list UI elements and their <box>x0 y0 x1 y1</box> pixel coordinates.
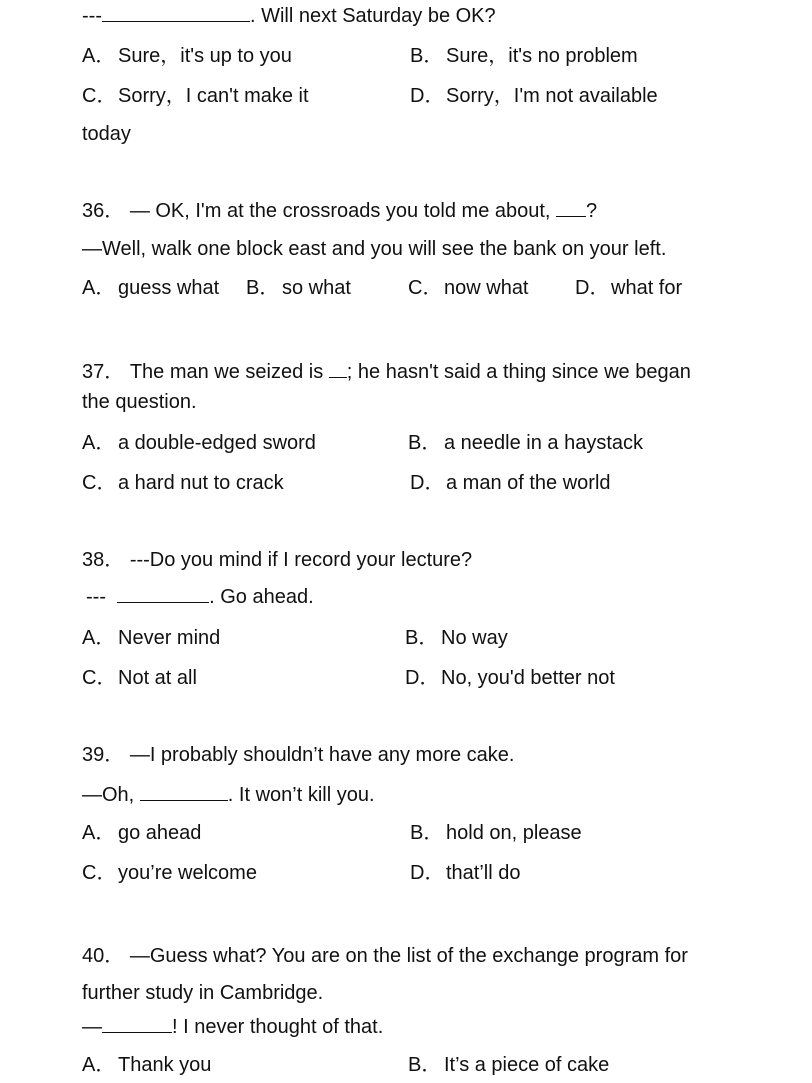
option-text: hold on, please <box>446 822 582 844</box>
option-text: you’re welcome <box>118 862 257 884</box>
q37-option-c[interactable] <box>82 471 284 495</box>
q38-prefix: --- <box>86 586 106 608</box>
option-letter: A． <box>82 277 116 299</box>
q35-option-b[interactable] <box>410 44 638 68</box>
option-text: It’s a piece of cake <box>444 1054 610 1076</box>
option-letter: D． <box>575 277 610 299</box>
q38-option-b[interactable] <box>405 626 508 650</box>
option-letter: A． <box>82 432 116 454</box>
option-text: a man of the world <box>446 472 611 494</box>
option-text: Thank you <box>118 1054 212 1076</box>
option-text: Never mind <box>118 627 221 649</box>
q37-stem-text: The man we seized is <box>129 361 329 383</box>
option-text: No way <box>441 627 508 649</box>
q40-option-a[interactable] <box>82 1053 211 1077</box>
q37-stem <box>82 359 691 384</box>
q35-option-d[interactable] <box>410 84 658 108</box>
question-number: 39． <box>82 744 125 766</box>
answer-blank <box>556 198 586 217</box>
option-letter: A． <box>82 1054 116 1076</box>
option-text: so what <box>282 277 351 299</box>
question-number: 36． <box>82 200 125 222</box>
q36-stem <box>82 198 597 223</box>
answer-blank <box>102 3 250 22</box>
q36-option-b[interactable] <box>246 276 351 300</box>
option-letter: C． <box>82 667 117 689</box>
q38-stem-text: ---Do you mind if I record your lecture? <box>129 549 473 571</box>
q40-stem <box>82 944 688 968</box>
q35-wrap-text: today <box>82 123 131 145</box>
q39-response-text: . It won’t kill you. <box>227 784 375 806</box>
q37-option-b[interactable] <box>408 431 643 455</box>
option-text: what for <box>611 277 683 299</box>
q36-stem-end: ? <box>586 200 598 222</box>
question-number: 37． <box>82 361 125 383</box>
option-text: that’ll do <box>446 862 521 884</box>
q35-stem-text: . Will next Saturday be OK? <box>249 5 496 27</box>
option-text: a needle in a haystack <box>444 432 644 454</box>
option-letter: B． <box>246 277 280 299</box>
option-letter: D． <box>410 85 445 107</box>
option-text: Sorry，I'm not available <box>446 85 658 107</box>
q35-stem <box>82 3 496 28</box>
option-text: go ahead <box>118 822 202 844</box>
option-text: Sorry，I can't make it <box>118 85 309 107</box>
q35-prefix: --- <box>82 5 102 27</box>
answer-blank <box>140 782 228 801</box>
q40-prefix: — <box>82 1016 102 1038</box>
q37-option-d[interactable] <box>410 471 611 495</box>
answer-blank <box>102 1014 172 1033</box>
option-letter: B． <box>410 822 444 844</box>
option-letter: D． <box>410 472 445 494</box>
option-letter: D． <box>405 667 440 689</box>
option-letter: A． <box>82 45 116 67</box>
option-letter: B． <box>408 1054 442 1076</box>
option-letter: C． <box>82 85 117 107</box>
option-letter: C． <box>82 862 117 884</box>
q38-stem <box>82 548 472 572</box>
option-text: a double-edged sword <box>118 432 316 454</box>
q35-option-a[interactable] <box>82 44 292 68</box>
q40-stem-wrap: further study in Cambridge. <box>82 982 324 1004</box>
option-text: a hard nut to crack <box>118 472 284 494</box>
q36-option-a[interactable] <box>82 276 219 300</box>
option-text: Not at all <box>118 667 197 689</box>
option-letter: A． <box>82 822 116 844</box>
q36-stem-text: — OK, I'm at the crossroads you told me about, <box>129 200 557 222</box>
q40-option-b[interactable] <box>408 1053 609 1077</box>
q39-stem-text: —I probably shouldn’t have any more cake. <box>129 744 515 766</box>
q40-stem-text: —Guess what? You are on the list of the exchange program for <box>129 945 688 967</box>
q37-option-a[interactable] <box>82 431 316 455</box>
option-text: No, you'd better not <box>441 667 615 689</box>
q38-response-text: . Go ahead. <box>209 586 314 608</box>
q39-stem <box>82 743 514 767</box>
answer-blank <box>329 359 347 378</box>
q40-response <box>82 1014 383 1039</box>
q37-stem-end: ; he hasn't said a thing since we began <box>346 361 691 383</box>
option-letter: C． <box>408 277 443 299</box>
option-text: Sure，it's no problem <box>446 45 638 67</box>
q37-stem-wrap: the question. <box>82 391 197 413</box>
option-letter: B． <box>408 432 442 454</box>
option-text: guess what <box>118 277 220 299</box>
q38-option-d[interactable] <box>405 666 615 690</box>
q35-option-c[interactable] <box>82 84 309 108</box>
q39-response <box>82 782 375 807</box>
q39-option-b[interactable] <box>410 821 582 845</box>
answer-blank <box>117 584 209 603</box>
q39-option-d[interactable] <box>410 861 521 885</box>
q36-option-c[interactable] <box>408 276 529 300</box>
q39-option-a[interactable] <box>82 821 201 845</box>
option-letter: A． <box>82 627 116 649</box>
option-letter: D． <box>410 862 445 884</box>
option-text: now what <box>444 277 529 299</box>
question-number: 40． <box>82 945 125 967</box>
option-letter: B． <box>410 45 444 67</box>
q36-option-d[interactable] <box>575 276 682 300</box>
option-text: Sure，it's up to you <box>118 45 292 67</box>
q36-response: —Well, walk one block east and you will see the bank on your left. <box>82 238 667 260</box>
q38-response <box>86 584 314 609</box>
q38-option-c[interactable] <box>82 666 197 690</box>
option-letter: C． <box>82 472 117 494</box>
q39-option-c[interactable] <box>82 861 257 885</box>
q40-response-text: ! I never thought of that. <box>172 1016 384 1038</box>
question-number: 38． <box>82 549 125 571</box>
q38-option-a[interactable] <box>82 626 220 650</box>
q39-response-start: —Oh, <box>82 784 140 806</box>
option-letter: B． <box>405 627 439 649</box>
